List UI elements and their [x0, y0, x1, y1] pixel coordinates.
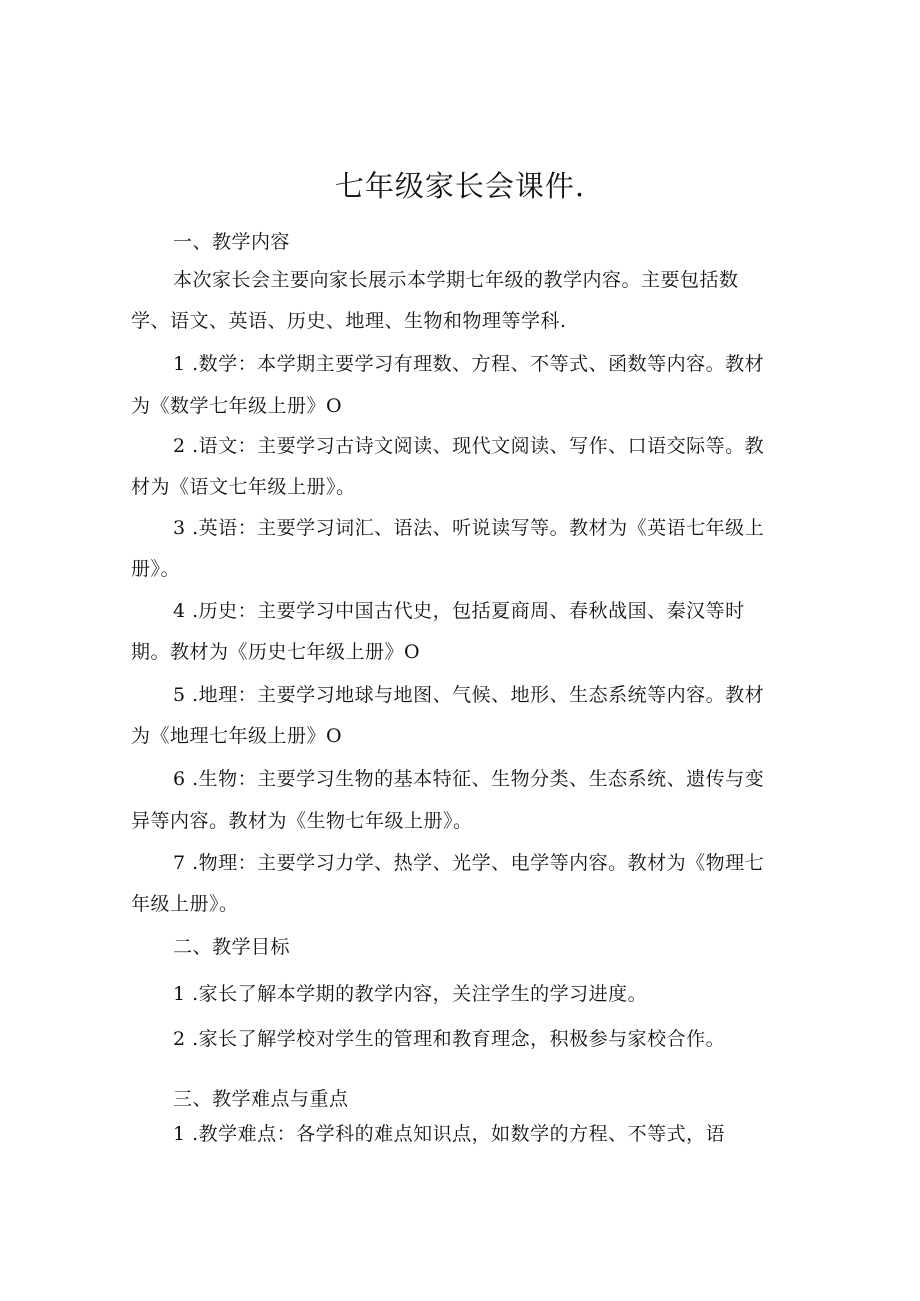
- item-english-line-1: 3 .英语：主要学习词汇、语法、听说读写等。教材为《英语七年级上: [173, 517, 765, 539]
- section-heading-teaching-goals: 二、教学目标: [173, 936, 291, 958]
- item-history-line-2: 期。教材为《历史七年级上册》O: [131, 641, 421, 663]
- item-english-line-2: 册》。: [131, 558, 181, 580]
- document-title: 七年级家长会课件.: [334, 169, 586, 203]
- item-biology-line-2: 异等内容。教材为《生物七年级上册》。: [131, 810, 473, 832]
- intro-paragraph-line-2: 学、语文、英语、历史、地理、生物和物理等学科.: [131, 310, 567, 332]
- section-heading-difficulties: 三、教学难点与重点: [173, 1088, 349, 1110]
- difficulty-item-1: 1 .教学难点：各学科的难点知识点，如数学的方程、不等式，语: [173, 1123, 726, 1145]
- item-physics-line-2: 年级上册》。: [131, 893, 239, 915]
- section-heading-teaching-content: 一、教学内容: [173, 231, 291, 253]
- item-history-line-1: 4 .历史：主要学习中国古代史，包括夏商周、春秋战国、秦汉等时: [173, 600, 745, 622]
- item-chinese-line-1: 2 .语文：主要学习古诗文阅读、现代文阅读、写作、口语交际等。教: [173, 435, 765, 457]
- item-math-line-2: 为《数学七年级上册》O: [131, 395, 343, 417]
- item-biology-line-1: 6 .生物：主要学习生物的基本特征、生物分类、生态系统、遗传与变: [173, 768, 765, 790]
- goal-item-2: 2 .家长了解学校对学生的管理和教育理念，积极参与家校合作。: [173, 1028, 726, 1050]
- item-physics-line-1: 7 .物理：主要学习力学、热学、光学、电学等内容。教材为《物理七: [173, 852, 765, 874]
- intro-paragraph-line-1: 本次家长会主要向家长展示本学期七年级的教学内容。主要包括数: [173, 269, 739, 291]
- item-geography-line-2: 为《地理七年级上册》O: [131, 725, 343, 747]
- item-math-line-1: 1 .数学：本学期主要学习有理数、方程、不等式、函数等内容。教材: [173, 353, 765, 375]
- goal-item-1: 1 .家长了解本学期的教学内容，关注学生的学习进度。: [173, 983, 648, 1005]
- item-chinese-line-2: 材为《语文七年级上册》。: [131, 476, 356, 498]
- item-geography-line-1: 5 .地理：主要学习地球与地图、气候、地形、生态系统等内容。教材: [173, 684, 765, 706]
